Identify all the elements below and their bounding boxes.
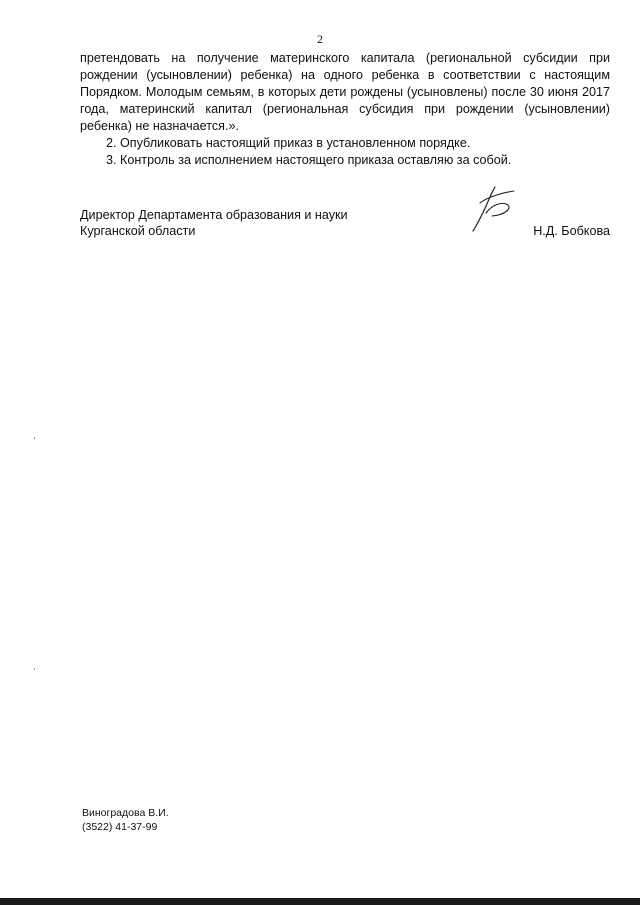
handwritten-signature [470,183,518,233]
list-item-control: 3. Контроль за исполнением настоящего приказа оставляю за собой. [106,153,512,167]
document-body [80,50,610,169]
footer-contact [82,806,169,834]
list-item-publish: 2. Опубликовать настоящий приказ в установленном порядке. [106,136,471,150]
signer-title [80,207,610,239]
scan-artifact [34,437,35,439]
signer-name: Н.Д. Бобкова [533,224,610,238]
paragraph-continuation: претендовать на получение материнского капитала (региональной субсидии при рождении (усыновлении) ребенка) на одного ребенка в соответствии с настоящим Порядком. Молодым семьям, в которых дети рождены (усыновлены) после 30 июня 2017 года, материнский капитал (региональная субсидия при рождении (усыновлении) ребенка) не назначается.». [80,51,610,133]
scan-edge [0,898,640,905]
executor-phone: (3522) 41-37-99 [82,821,158,833]
signer-title-line-2: Курганской области [80,224,196,238]
page-number: 2 [317,32,323,46]
executor-name: Виноградова В.И. [82,807,169,819]
signer-title-line-1: Директор Департамента образования и науки [80,208,348,222]
scan-artifact [34,668,35,670]
signature-block [80,207,610,239]
